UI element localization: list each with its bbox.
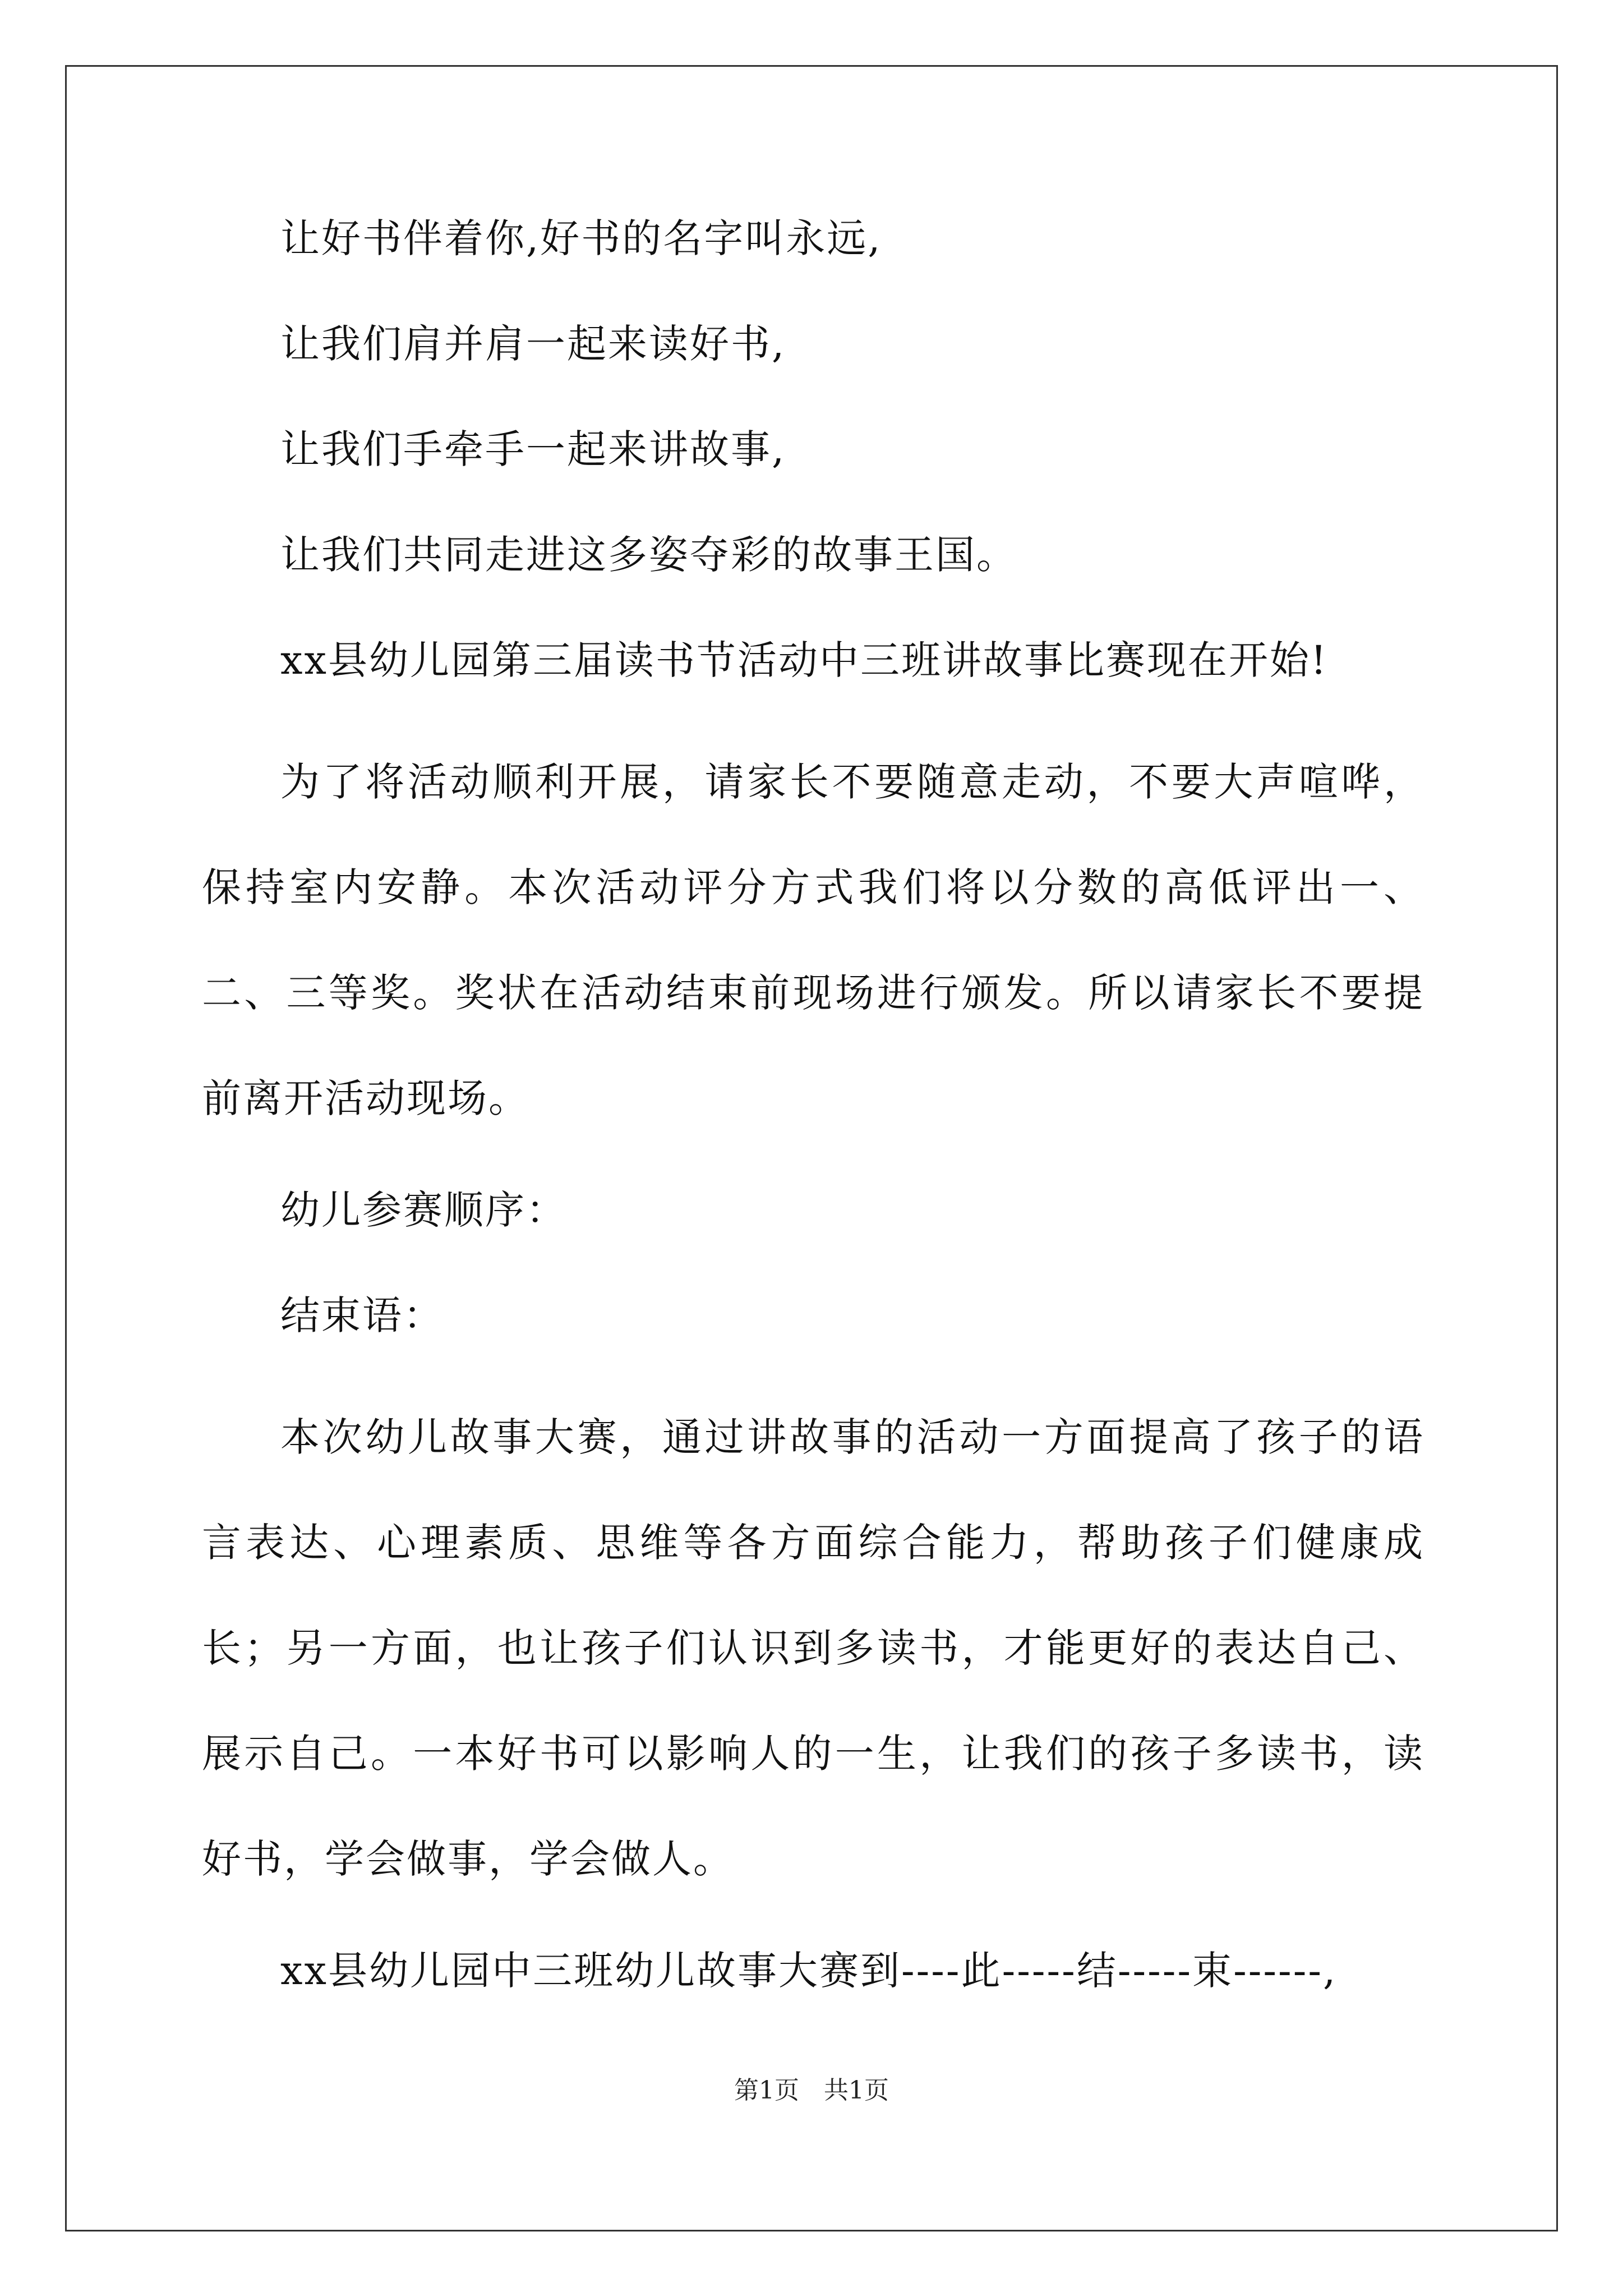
paragraph-1: 让好书伴着你,好书的名字叫永远,	[280, 215, 882, 261]
page-number: 第1页 共1页	[734, 2076, 889, 2105]
paragraph-9: 本次幼儿故事大赛，通过讲故事的活动一方面提高了孩子的语言表达、心理素质、思维等各方面综合能力，帮助孩子们健康成长；另一方面，也让孩子们认识到多读书，才能更好的表达自己、展示自己。一本好书可以影响人的一生，让我们的孩子多读书，读好书，学会做事，学会做人。	[202, 1414, 1424, 1882]
paragraph-8: 结束语：	[280, 1292, 444, 1338]
paragraph-4: 让我们共同走进这多姿夺彩的故事王国。	[280, 532, 1017, 578]
paragraph-2: 让我们肩并肩一起来读好书,	[280, 321, 786, 367]
paragraph-6: 为了将活动顺利开展，请家长不要随意走动，不要大声喧哗，保持室内安静。本次活动评分方式我们将以分数的高低评出一、二、三等奖。奖状在活动结束前现场进行颁发。所以请家长不要提前离开活动现场。	[202, 759, 1424, 1121]
paragraph-3: 让我们手牵手一起来讲故事,	[280, 426, 786, 472]
document-body	[202, 213, 1424, 2051]
paragraph-5: xx县幼儿园第三届读书节活动中三班讲故事比赛现在开始!	[280, 637, 1329, 683]
paragraph-7: 幼儿参赛顺序：	[280, 1187, 567, 1233]
paragraph-10: xx县幼儿园中三班幼儿故事大赛到----此-----结-----束------,	[280, 1948, 1338, 1994]
